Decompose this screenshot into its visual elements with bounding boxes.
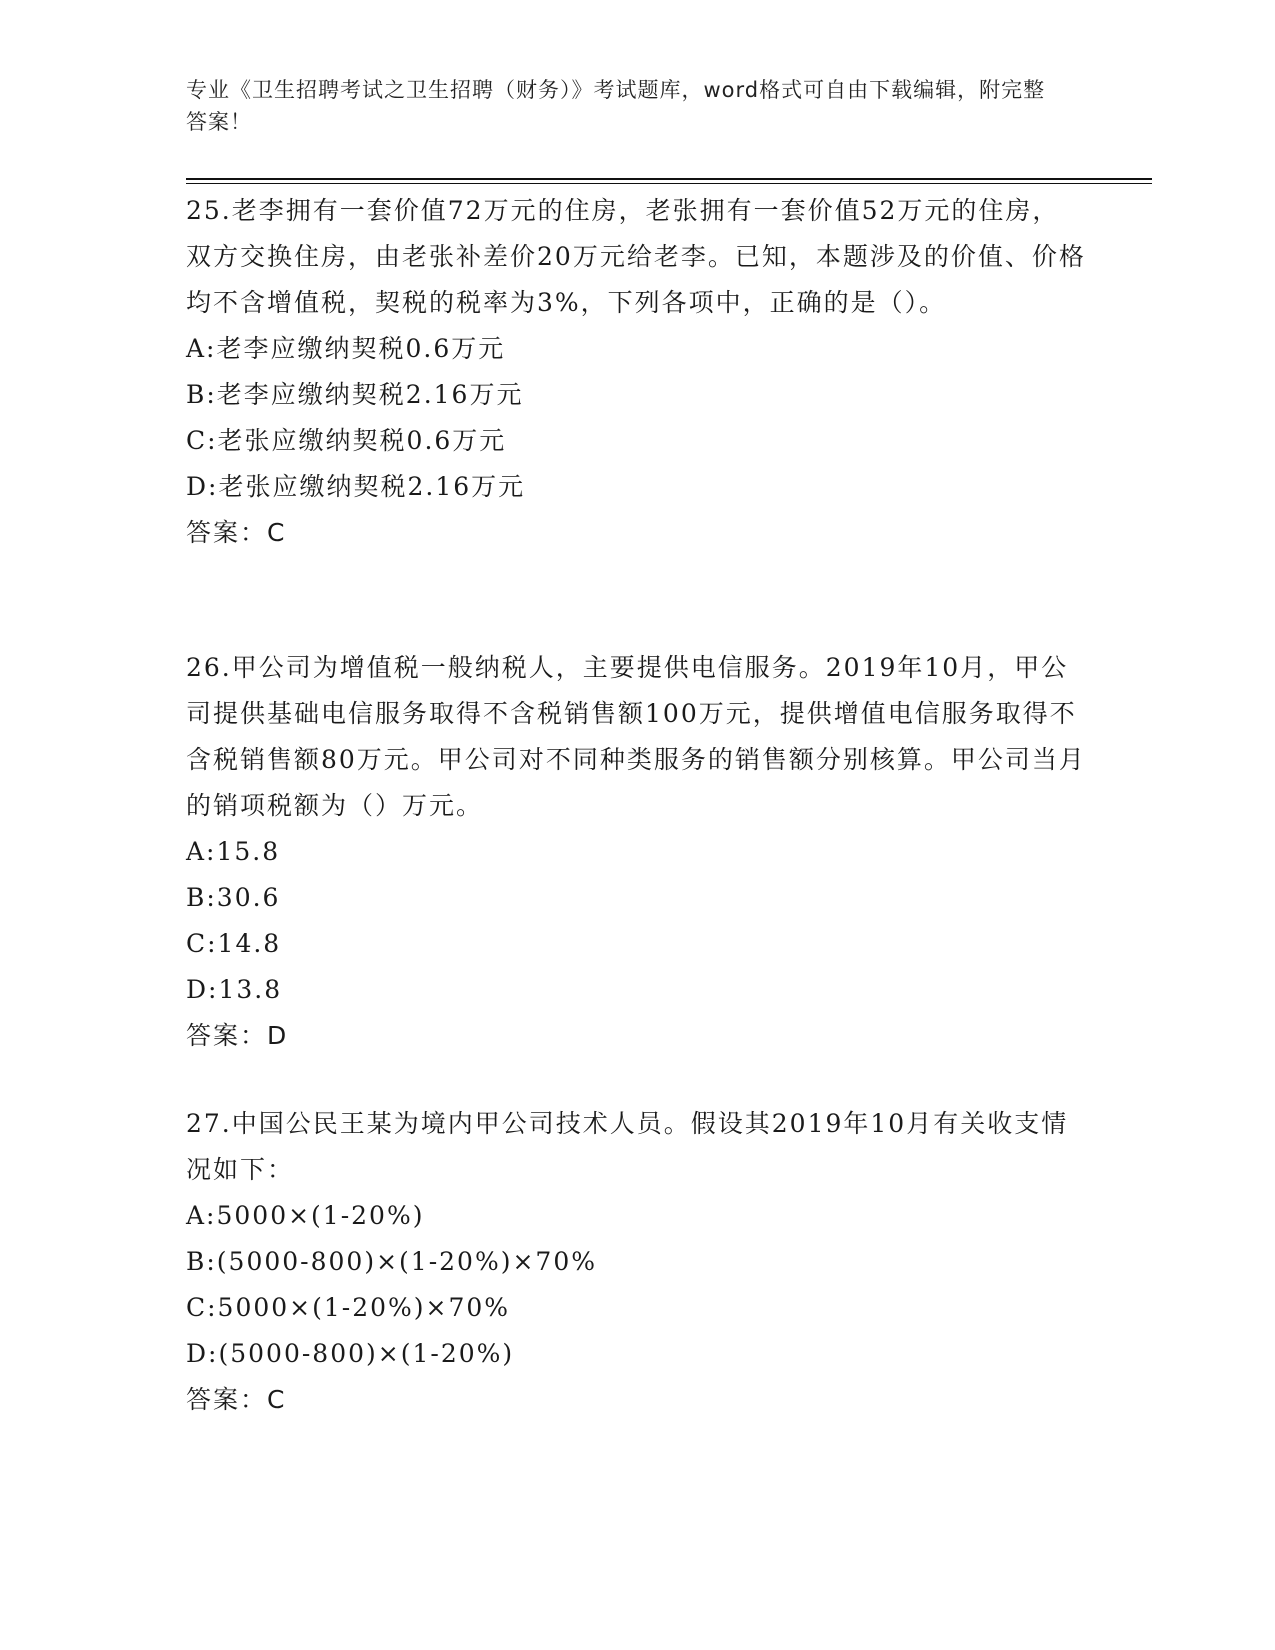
option-b: B:30.6 <box>186 883 281 912</box>
question-stem: 26.甲公司为增值税一般纳税人，主要提供电信服务。2019年10月，甲公司提供基础电信服务取得不含税销售额100万元，提供增值电信服务取得不含税销售额80万元。甲公司对不同种类服务的销售额分别核算。甲公司当月的销项税额为（）万元。 <box>186 653 1086 820</box>
answer-line: 答案：C <box>186 518 287 547</box>
document-header: 专业《卫生招聘考试之卫生招聘（财务）》考试题库，word格式可自由下载编辑，附完整答案！ <box>186 78 1046 134</box>
question-25 <box>186 188 1086 556</box>
option-a: A:老李应缴纳契税0.6万元 <box>186 334 506 363</box>
question-stem: 25.老李拥有一套价值72万元的住房，老张拥有一套价值52万元的住房，双方交换住房，由老张补差价20万元给老李。已知，本题涉及的价值、价格均不含增值税，契税的税率为3%，下列各项中，正确的是（）。 <box>186 196 1086 317</box>
answer-line: 答案：C <box>186 1385 287 1414</box>
option-c: C:5000×(1-20%)×70% <box>186 1293 511 1322</box>
option-c: C:14.8 <box>186 929 282 958</box>
header-divider-thin <box>186 183 1152 184</box>
question-27 <box>186 1101 1086 1423</box>
option-b: B:老李应缴纳契税2.16万元 <box>186 380 524 409</box>
header-divider-thick <box>186 178 1152 180</box>
option-d: D:13.8 <box>186 975 283 1004</box>
answer-line: 答案：D <box>186 1021 289 1050</box>
question-stem: 27.中国公民王某为境内甲公司技术人员。假设其2019年10月有关收支情况如下： <box>186 1109 1069 1184</box>
option-d: D:(5000-800)×(1-20%) <box>186 1339 515 1368</box>
option-a: A:15.8 <box>186 837 281 866</box>
option-c: C:老张应缴纳契税0.6万元 <box>186 426 507 455</box>
question-26 <box>186 645 1086 1059</box>
option-b: B:(5000-800)×(1-20%)×70% <box>186 1247 597 1276</box>
option-a: A:5000×(1-20%) <box>186 1201 425 1230</box>
option-d: D:老张应缴纳契税2.16万元 <box>186 472 526 501</box>
